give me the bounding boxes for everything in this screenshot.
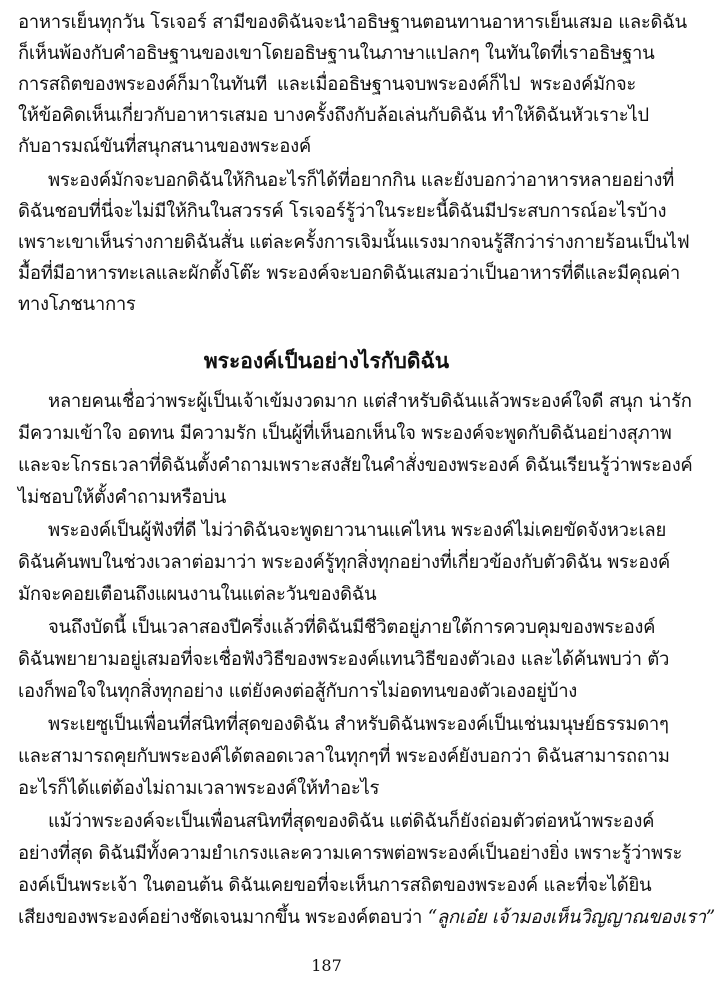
text-line: มักจะคอยเตือนถึงแผนงานในแต่ละวันของดิฉัน: [18, 584, 377, 605]
text-line: พระองค์มักจะบอกดิฉันให้กินอะไรก็ได้ที่อยากกิน และยังบอกว่าอาหารหลายอย่างที่: [48, 170, 674, 191]
text-line: เพราะเขาเห็นร่างกายดิฉันสั่น แต่ละครั้งการเจิมนั้นแรงมากจนรู้สึกว่าร่างกายร้อนเป็นไฟ: [18, 232, 690, 253]
text-line: มีความเข้าใจ อดทน มีความรัก เป็นผู้ที่เห็นอกเห็นใจ พระองค์จะพูดกับดิฉันอย่างสุภาพ: [18, 423, 672, 444]
text-line: กับอารมณ์ขันที่สนุกสนานของพระองค์: [18, 136, 311, 157]
text-line: องค์เป็นพระเจ้า ในตอนต้น ดิฉันเคยขอที่จะเห็นการสถิตของพระองค์ และที่จะได้ยิน: [18, 875, 652, 896]
text-line: ดิฉันพยายามอยู่เสมอที่จะเชื่อฟังวิธีของพระองค์แทนวิธีของตัวเอง และได้ค้นพบว่า ตัว: [18, 649, 670, 670]
text-line: มื้อที่มีอาหารทะเลและผักตั้งโต๊ะ พระองค์จะบอกดิฉันเสมอว่าเป็นอาหารที่ดีและมีคุณค่า: [18, 263, 680, 284]
page-number: 187: [311, 956, 342, 975]
text-line: ก็เห็นพ้องกับคำอธิษฐานของเขาโดยอธิษฐานในภาษาแปลกๆ ในทันใดที่เราอธิษฐาน: [18, 43, 655, 64]
text-line: อย่างที่สุด ดิฉันมีทั้งความยำเกรงและความเคารพต่อพระองค์เป็นอย่างยิ่ง เพราะรู้ว่าพระ: [18, 843, 683, 864]
text-line: อาหารเย็นทุกวัน โรเจอร์ สามีของดิฉันจะนำอธิษฐานตอนทานอาหารเย็นเสมอ และดิฉัน: [18, 12, 687, 33]
text-line: ทางโภชนาการ: [18, 294, 136, 315]
text-line: พระเยซูเป็นเพื่อนที่สนิทที่สุดของดิฉัน สำหรับดิฉันพระองค์เป็นเช่นมนุษย์ธรรมดาๆ: [48, 714, 669, 735]
section-heading: พระองค์เป็นอย่างไรกับดิฉัน: [203, 348, 450, 373]
text-line-segment: เสียงของพระองค์อย่างชัดเจนมากขึ้น พระองค์ตอบว่า: [18, 907, 423, 928]
text-line: ให้ข้อคิดเห็นเกี่ยวกับอาหารเสมอ บางครั้งถึงกับล้อเล่นกับดิฉัน ทำให้ดิฉันหัวเราะไป: [18, 105, 649, 126]
text-line: เองก็พอใจในทุกสิ่งทุกอย่าง แต่ยังคงต่อสู้กับการไม่อดทนของตัวเองอยู่บ้าง: [18, 681, 578, 702]
quotation: “ลูกเอ๋ย เจ้ามองเห็นวิญญาณของเรา”: [427, 907, 715, 928]
text-line: และจะโกรธเวลาที่ดิฉันตั้งคำถามเพราะสงสัยในคำสั่งของพระองค์ ดิฉันเรียนรู้ว่าพระองค์: [18, 455, 693, 476]
text-line: ไม่ชอบให้ตั้งคำถามหรือบ่น: [18, 487, 226, 508]
text-line: จนถึงบัดนี้ เป็นเวลาสองปีครึ่งแล้วที่ดิฉันมีชีวิตอยู่ภายใต้การควบคุมของพระองค์: [48, 617, 656, 638]
text-line: การสถิตของพระองค์ก็มาในทันที และเมื่ออธิษฐานจบพระองค์ก็ไป พระองค์มักจะ: [18, 74, 636, 95]
text-line: ดิฉันค้นพบในช่วงเวลาต่อมาว่า พระองค์รู้ทุกสิ่งทุกอย่างที่เกี่ยวข้องกับตัวดิฉัน พระองค์: [18, 552, 670, 573]
text-line: พระองค์เป็นผู้ฟังที่ดี ไม่ว่าดิฉันจะพูดยาวนานแค่ไหน พระองค์ไม่เคยขัดจังหวะเลย: [48, 520, 666, 541]
text-line: อะไรก็ได้แต่ต้องไม่ถามเวลาพระองค์ให้ทำอะไร: [18, 778, 380, 799]
text-line: และสามารถคุยกับพระองค์ได้ตลอดเวลาในทุกๆที่ พระองค์ยังบอกว่า ดิฉันสามารถถาม: [18, 746, 670, 767]
text-line: ดิฉันชอบที่นี่จะไม่มีให้กินในสวรรค์ โรเจอร์รู้ว่าในระยะนี้ดิฉันมีประสบการณ์อะไรบ้าง: [18, 201, 667, 222]
text-line: แม้ว่าพระองค์จะเป็นเพื่อนสนิทที่สุดของดิฉัน แต่ดิฉันก็ยังถ่อมตัวต่อหน้าพระองค์: [48, 811, 655, 832]
text-line: หลายคนเชื่อว่าพระผู้เป็นเจ้าเข้มงวดมาก แต่สำหรับดิฉันแล้วพระองค์ใจดี สนุก น่ารัก: [48, 391, 692, 412]
text-line: [18, 905, 715, 931]
